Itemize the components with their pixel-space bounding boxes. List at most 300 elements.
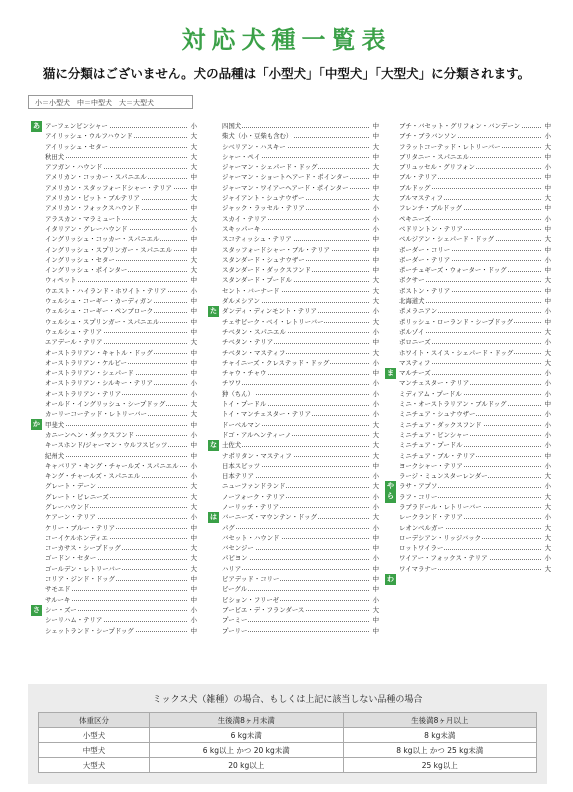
breed-name: ブリタニー・スパニエル bbox=[399, 152, 470, 161]
breed-name: ミニチュア・ブル・テリア bbox=[399, 451, 476, 460]
breed-name: ジャイアント・シュナウザー bbox=[222, 194, 305, 203]
breed-size: 中 bbox=[372, 132, 379, 141]
kana-index-tag: わ bbox=[387, 574, 394, 583]
breed-row bbox=[222, 451, 379, 461]
breed-size: 小 bbox=[372, 224, 379, 233]
breed-size: 小 bbox=[190, 430, 197, 439]
breed-size: 中 bbox=[372, 173, 379, 182]
kana-index-tag: ま bbox=[387, 368, 394, 377]
breed-row bbox=[222, 626, 379, 636]
breed-size: 小 bbox=[544, 513, 551, 522]
breed-size: 大 bbox=[544, 142, 551, 151]
breed-row bbox=[222, 306, 379, 316]
weight-class-cell: 小型犬 bbox=[39, 728, 150, 743]
breed-name: ジャーマン・ショートヘアード・ポインター bbox=[222, 173, 349, 182]
breed-size: 大 bbox=[190, 255, 197, 264]
leader-dots bbox=[222, 446, 369, 447]
breed-name: スタッフォードシャー・ブル・テリア bbox=[222, 245, 330, 254]
breed-row bbox=[45, 378, 197, 388]
breed-name: スコティッシュ・テリア bbox=[222, 235, 292, 244]
breed-name: バセンジー bbox=[222, 544, 254, 553]
breed-size: 大 bbox=[372, 194, 379, 203]
breed-name: ラージ・ミュンスターレンダー bbox=[399, 472, 488, 481]
breed-row bbox=[399, 451, 551, 461]
breed-row bbox=[399, 121, 551, 131]
breed-row bbox=[399, 286, 551, 296]
leader-dots bbox=[222, 384, 369, 385]
breed-row bbox=[222, 378, 379, 388]
breed-name: ブービエ・デ・フランダース bbox=[222, 605, 305, 614]
breed-row bbox=[222, 399, 379, 409]
breed-size: 大 bbox=[190, 482, 197, 491]
breed-size: 大 bbox=[190, 194, 197, 203]
breed-size: 小 bbox=[544, 132, 551, 141]
breed-size: 中 bbox=[372, 266, 379, 275]
breed-name: プーリー bbox=[222, 626, 248, 635]
breed-size: 小 bbox=[544, 420, 551, 429]
breed-size: 中 bbox=[190, 575, 197, 584]
breed-row bbox=[45, 420, 197, 430]
breed-row bbox=[222, 605, 379, 615]
kana-index-tag: か bbox=[33, 420, 40, 429]
breed-size: 小 bbox=[372, 502, 379, 511]
breed-size: 大 bbox=[372, 430, 379, 439]
breed-size: 大 bbox=[372, 286, 379, 295]
breed-row bbox=[222, 142, 379, 152]
leader-dots bbox=[222, 569, 369, 570]
breed-size: 中 bbox=[372, 183, 379, 192]
breed-name: レークランド・テリア bbox=[399, 513, 463, 522]
breed-row bbox=[45, 492, 197, 502]
breed-row bbox=[399, 471, 551, 481]
breed-size: 小 bbox=[190, 379, 197, 388]
breed-row bbox=[45, 605, 197, 615]
breed-row bbox=[222, 368, 379, 378]
breed-name: ホワイト・スイス・シェパード・ドッグ bbox=[399, 348, 514, 357]
breed-size: 小 bbox=[190, 122, 197, 130]
leader-dots bbox=[45, 157, 187, 158]
breed-size: 小 bbox=[372, 307, 379, 316]
breed-size: 中 bbox=[190, 276, 197, 285]
breed-size: 中 bbox=[190, 420, 197, 429]
breed-name: ラブラドール・レトリーバー bbox=[399, 502, 482, 511]
breed-size: 中 bbox=[190, 358, 197, 367]
breed-name: カニーンヘン・ダックスフンド bbox=[45, 430, 135, 439]
table-row bbox=[39, 743, 537, 758]
breed-size: 小 bbox=[190, 286, 197, 295]
breed-size: 大 bbox=[190, 142, 197, 151]
breed-name: 土佐犬 bbox=[222, 441, 242, 450]
breed-row bbox=[45, 358, 197, 368]
breed-size: 小 bbox=[372, 472, 379, 481]
kana-index-tag: な bbox=[210, 440, 217, 449]
breed-name: ボーダー・コリー bbox=[399, 245, 451, 254]
breed-row bbox=[399, 337, 551, 347]
breed-name: ブルマスティフ bbox=[399, 194, 443, 203]
breed-size: 中 bbox=[544, 224, 551, 233]
breed-name: ボルゾイ bbox=[399, 327, 425, 336]
breed-name: オーストラリアン・ケルピー bbox=[45, 358, 127, 367]
breed-row bbox=[222, 183, 379, 193]
breed-row bbox=[45, 286, 197, 296]
breed-size: 中 bbox=[372, 338, 379, 347]
breed-size: 大 bbox=[544, 194, 551, 203]
breed-size: 大 bbox=[190, 266, 197, 275]
breed-name: 日本スピッツ bbox=[222, 461, 261, 470]
leader-dots bbox=[45, 456, 187, 457]
breed-size: 大 bbox=[372, 513, 379, 522]
breed-size: 中 bbox=[190, 348, 197, 357]
breed-size: 小 bbox=[190, 616, 197, 625]
breed-name: サルーキ bbox=[45, 595, 71, 604]
breed-row bbox=[399, 142, 551, 152]
breed-name: ブチ・ブラバンソン bbox=[399, 132, 457, 141]
breed-size: 大 bbox=[544, 544, 551, 553]
breed-row bbox=[45, 172, 197, 182]
breed-row bbox=[222, 389, 379, 399]
breed-name: マンチェスター・テリア bbox=[399, 379, 470, 388]
breed-size: 小 bbox=[190, 605, 197, 614]
breed-row bbox=[399, 327, 551, 337]
weight-cell: 8 kg以上 かつ 25 kg未満 bbox=[343, 743, 537, 758]
breed-size: 大 bbox=[544, 502, 551, 511]
breed-name: オールド・イングリッシュ・シープドッグ bbox=[45, 400, 166, 409]
breed-row bbox=[45, 317, 197, 327]
breed-row bbox=[399, 378, 551, 388]
breed-name: ブチ・バセット・グリフォン・バンデーン bbox=[399, 122, 520, 130]
breed-size: 小 bbox=[372, 595, 379, 604]
breed-row bbox=[45, 265, 197, 275]
breed-row bbox=[45, 626, 197, 636]
weight-class-cell: 大型犬 bbox=[39, 758, 150, 773]
breed-name: 北海道犬 bbox=[399, 297, 425, 306]
breed-row bbox=[45, 615, 197, 625]
breed-size: 中 bbox=[544, 122, 551, 130]
breed-row bbox=[45, 214, 197, 224]
breed-name: ボロニーズ bbox=[399, 338, 431, 347]
breed-name: アメリカン・コッカー・スパニエル bbox=[45, 173, 147, 182]
breed-row bbox=[45, 533, 197, 543]
breed-row bbox=[45, 553, 197, 563]
breed-size: 小 bbox=[544, 430, 551, 439]
breed-row bbox=[222, 152, 379, 162]
breed-size: 大 bbox=[544, 358, 551, 367]
breed-row bbox=[399, 214, 551, 224]
breed-size: 中 bbox=[544, 317, 551, 326]
breed-size: 小 bbox=[372, 400, 379, 409]
breed-name: シーリハム・テリア bbox=[45, 616, 103, 625]
breed-size: 小 bbox=[544, 482, 551, 491]
breed-size: 中 bbox=[372, 255, 379, 264]
breed-size: 小 bbox=[372, 204, 379, 213]
breed-size: 中 bbox=[544, 266, 551, 275]
breed-name: 日本テリア bbox=[222, 472, 254, 481]
breed-name: エアデール・テリア bbox=[45, 338, 103, 347]
breed-name: チェサピーク・ベイ・レトリーバー bbox=[222, 317, 324, 326]
breed-name: ペキニーズ bbox=[399, 214, 431, 223]
breed-size: 小 bbox=[372, 379, 379, 388]
breed-row bbox=[399, 245, 551, 255]
breed-name: ノーリッチ・テリア bbox=[222, 502, 280, 511]
breed-row bbox=[45, 451, 197, 461]
page-title: 対応犬種一覧表 bbox=[181, 26, 392, 54]
breed-row bbox=[45, 306, 197, 316]
breed-name: ジャーマン・ワイアーヘアード・ポインター bbox=[222, 183, 349, 192]
weight-cell: 6 kg未満 bbox=[150, 728, 344, 743]
breed-size: 中 bbox=[190, 626, 197, 635]
breed-row bbox=[222, 502, 379, 512]
header-weight-class: 体重区分 bbox=[39, 713, 150, 728]
breed-name: ラサ・アプソ bbox=[399, 482, 438, 491]
breed-size: 小 bbox=[544, 214, 551, 223]
breed-row bbox=[222, 409, 379, 419]
breed-row bbox=[222, 595, 379, 605]
breed-row bbox=[399, 512, 551, 522]
breed-name: マスティフ bbox=[399, 358, 431, 367]
breed-size: 大 bbox=[190, 163, 197, 172]
breed-row bbox=[399, 358, 551, 368]
breed-name: ウエスト・ハイランド・ホワイト・テリア bbox=[45, 286, 167, 295]
breed-size: 中 bbox=[190, 235, 197, 244]
breed-name: ポーチュギーズ・ウォーター・ドッグ bbox=[399, 266, 507, 275]
leader-dots bbox=[222, 528, 369, 529]
breed-size: 小 bbox=[372, 358, 379, 367]
breed-name: チワワ bbox=[222, 379, 242, 388]
breed-name: シベリアン・ハスキー bbox=[222, 142, 286, 151]
breed-name: スタンダード・プードル bbox=[222, 276, 292, 285]
leader-dots bbox=[45, 425, 187, 426]
breed-size: 中 bbox=[544, 245, 551, 254]
breed-row bbox=[399, 193, 551, 203]
breed-column-2 bbox=[210, 121, 379, 636]
breed-size: 大 bbox=[544, 492, 551, 501]
breed-size: 中 bbox=[544, 173, 551, 182]
breed-name: チャウ・チャウ bbox=[222, 369, 267, 378]
breed-row bbox=[399, 234, 551, 244]
breed-size: 小 bbox=[544, 410, 551, 419]
breed-size: 中 bbox=[190, 451, 197, 460]
breed-name: コリア・ジンド・ドッグ bbox=[45, 575, 115, 584]
breed-size: 小 bbox=[190, 224, 197, 233]
breed-name: ナポリタン・マスティフ bbox=[222, 451, 292, 460]
breed-row bbox=[222, 461, 379, 471]
breed-name: チベタン・スパニエル bbox=[222, 327, 286, 336]
weight-cell: 6 kg以上 かつ 20 kg未満 bbox=[150, 743, 344, 758]
breed-name: オーストラリアン・キャトル・ドッグ bbox=[45, 348, 153, 357]
breed-row bbox=[222, 234, 379, 244]
breed-name: ウェルシュ・テリア bbox=[45, 327, 102, 336]
breed-row bbox=[222, 131, 379, 141]
breed-size: 中 bbox=[372, 533, 379, 542]
breed-size: 大 bbox=[372, 451, 379, 460]
kana-index-tag: あ bbox=[33, 121, 40, 130]
breed-row bbox=[399, 389, 551, 399]
breed-name: アメリカン・フォックスハウンド bbox=[45, 204, 141, 213]
breed-size: 中 bbox=[372, 585, 379, 594]
breed-size: 大 bbox=[544, 348, 551, 357]
breed-name: トイ・プードル bbox=[222, 400, 267, 409]
breed-name: スキッパーキ bbox=[222, 224, 261, 233]
breed-row bbox=[399, 461, 551, 471]
breed-name: ロットワイラー bbox=[399, 544, 444, 553]
breed-name: ワイアー・フォックス・テリア bbox=[399, 554, 488, 563]
breed-name: ジャック・ラッセル・テリア bbox=[222, 204, 305, 213]
breed-size: 大 bbox=[544, 327, 551, 336]
breed-row bbox=[222, 553, 379, 563]
breed-name: ウィペット bbox=[45, 276, 77, 285]
breed-row bbox=[399, 306, 551, 316]
breed-name: アフガン・ハウンド bbox=[45, 163, 103, 172]
breed-row bbox=[399, 553, 551, 563]
breed-size: 中 bbox=[190, 245, 197, 254]
breed-name: ケアーン・テリア bbox=[45, 513, 96, 522]
breed-size: 大 bbox=[372, 420, 379, 429]
breed-row bbox=[45, 564, 197, 574]
breed-row bbox=[222, 523, 379, 533]
breed-size: 小 bbox=[544, 369, 551, 378]
breed-name: バーニーズ・マウンテン・ドッグ bbox=[222, 513, 317, 522]
breed-name: ヨークシャー・テリア bbox=[399, 461, 463, 470]
breed-name: トイ・マンチェスター・テリア bbox=[222, 410, 311, 419]
breed-size: 大 bbox=[372, 276, 379, 285]
breed-row bbox=[222, 255, 379, 265]
breed-size: 中 bbox=[372, 122, 379, 130]
mixed-breed-panel bbox=[28, 684, 547, 784]
breed-name: バセット・ハウンド bbox=[222, 533, 280, 542]
breed-size: 中 bbox=[372, 626, 379, 635]
breed-name: 秋田犬 bbox=[45, 152, 65, 161]
breed-row bbox=[222, 543, 379, 553]
breed-row bbox=[45, 481, 197, 491]
breed-row bbox=[45, 224, 197, 234]
breed-row bbox=[45, 471, 197, 481]
breed-row bbox=[399, 481, 551, 491]
breed-name: ベルジアン・シェパード・ドッグ bbox=[399, 235, 495, 244]
breed-size: 大 bbox=[544, 276, 551, 285]
table-row bbox=[39, 728, 537, 743]
breed-row bbox=[399, 348, 551, 358]
breed-name: スカイ・テリア bbox=[222, 214, 267, 223]
breed-name: アイリッシュ・セター bbox=[45, 142, 108, 151]
breed-size: 中 bbox=[190, 204, 197, 213]
breed-size: 小 bbox=[190, 513, 197, 522]
leader-dots bbox=[222, 127, 369, 128]
breed-row bbox=[222, 615, 379, 625]
breed-name: ミニ・オーストラリアン・ブルドッグ bbox=[399, 400, 507, 409]
weight-class-cell: 中型犬 bbox=[39, 743, 150, 758]
breed-row bbox=[222, 327, 379, 337]
breed-name: 四国犬 bbox=[222, 122, 242, 130]
breed-size: 中 bbox=[190, 183, 197, 192]
breed-size: 小 bbox=[544, 554, 551, 563]
breed-row bbox=[399, 265, 551, 275]
breed-row bbox=[45, 523, 197, 533]
breed-size: 中 bbox=[544, 183, 551, 192]
breed-row bbox=[45, 121, 197, 131]
breed-name: ゴールデン・レトリーバー bbox=[45, 564, 122, 573]
breed-row bbox=[399, 152, 551, 162]
breed-size: 大 bbox=[190, 544, 197, 553]
breed-size: 小 bbox=[544, 163, 551, 172]
breed-name: ダンディ・ディンモント・テリア bbox=[222, 307, 317, 316]
breed-row bbox=[222, 430, 379, 440]
breed-row bbox=[45, 584, 197, 594]
breed-row bbox=[45, 543, 197, 553]
breed-name: フラットコーテッド・レトリーバー bbox=[399, 142, 501, 151]
breed-size: 大 bbox=[372, 297, 379, 306]
breed-size: 大 bbox=[544, 235, 551, 244]
breed-name: オーストラリアン・シェパード bbox=[45, 369, 134, 378]
breed-name: アラスカン・マラミュート bbox=[45, 214, 122, 223]
breed-row bbox=[399, 420, 551, 430]
breed-name: ボーダー・テリア bbox=[399, 255, 451, 264]
breed-name: ドーベルマン bbox=[222, 420, 261, 429]
breed-name: 甲斐犬 bbox=[45, 420, 65, 429]
breed-size: 中 bbox=[372, 369, 379, 378]
breed-row bbox=[222, 162, 379, 172]
breed-name: アーフェンピンシャー bbox=[45, 122, 108, 130]
breed-size: 大 bbox=[372, 482, 379, 491]
breed-row bbox=[45, 234, 197, 244]
breed-row bbox=[45, 348, 197, 358]
breed-row bbox=[45, 162, 197, 172]
kana-index-tag: は bbox=[210, 512, 217, 521]
breed-row bbox=[222, 440, 379, 450]
breed-size: 中 bbox=[190, 297, 197, 306]
breed-size: 小 bbox=[190, 389, 197, 398]
weight-table-header bbox=[39, 713, 537, 728]
breed-size: 小 bbox=[544, 307, 551, 316]
breed-name: ワイマラナー bbox=[399, 564, 438, 573]
breed-size: 中 bbox=[190, 307, 197, 316]
breed-size: 小 bbox=[372, 554, 379, 563]
breed-row bbox=[399, 368, 551, 378]
breed-row bbox=[399, 492, 551, 502]
breed-name: ポメラニアン bbox=[399, 307, 438, 316]
breed-row bbox=[222, 564, 379, 574]
breed-row bbox=[399, 430, 551, 440]
breed-size: 中 bbox=[372, 461, 379, 470]
breed-size: 中 bbox=[372, 235, 379, 244]
breed-size: 中 bbox=[190, 173, 197, 182]
breed-name: オーストラリアン・テリア bbox=[45, 389, 122, 398]
breed-size: 大 bbox=[190, 554, 197, 563]
breed-row bbox=[399, 440, 551, 450]
breed-name: イングリッシュ・セター bbox=[45, 255, 115, 264]
breed-row bbox=[45, 337, 197, 347]
breed-size: 大 bbox=[190, 214, 197, 223]
breed-size: 中 bbox=[190, 533, 197, 542]
breed-name: ハリア bbox=[222, 564, 242, 573]
breed-row bbox=[222, 224, 379, 234]
breed-size: 大 bbox=[190, 410, 197, 419]
breed-name: ビーグル bbox=[222, 585, 248, 594]
breed-size: 小 bbox=[372, 327, 379, 336]
breed-size: 中 bbox=[372, 152, 379, 161]
breed-size: 大 bbox=[372, 441, 379, 450]
breed-row bbox=[222, 512, 379, 522]
breed-size: 大 bbox=[190, 338, 197, 347]
breed-name: チベタン・マスティフ bbox=[222, 348, 286, 357]
breed-name: コーカサス・シープドッグ bbox=[45, 544, 121, 553]
breed-name: ミニチュア・プードル bbox=[399, 441, 463, 450]
breed-name: イングリッシュ・ポインター bbox=[45, 266, 128, 275]
breed-row bbox=[399, 275, 551, 285]
breed-row bbox=[399, 409, 551, 419]
breed-size: 大 bbox=[544, 564, 551, 573]
breed-row bbox=[222, 317, 379, 327]
breed-row bbox=[222, 420, 379, 430]
